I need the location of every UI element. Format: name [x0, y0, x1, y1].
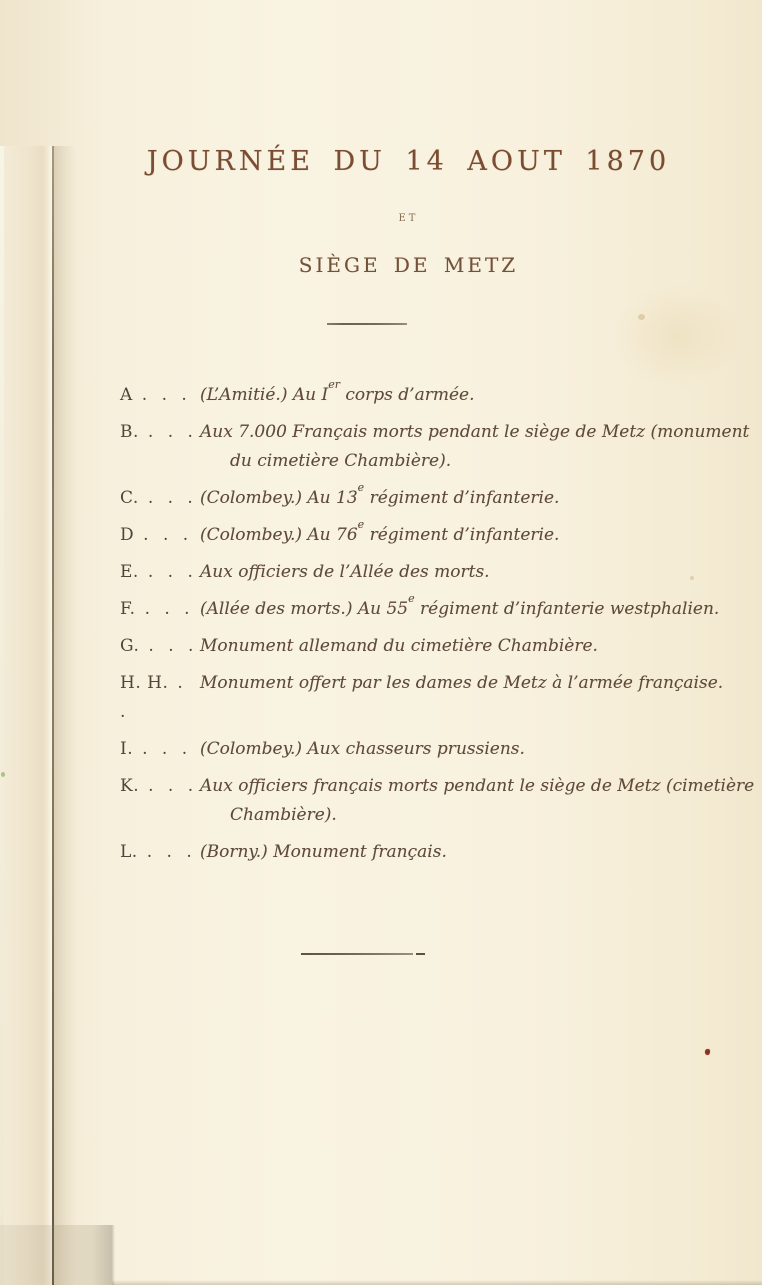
- list-item-C: [120, 481, 762, 513]
- superscript: e: [357, 481, 365, 495]
- list-item-G: [120, 632, 762, 661]
- green-edge-speck: [1, 772, 5, 777]
- item-letter: [120, 838, 200, 867]
- item-text: (Colombey.) Aux chasseurs prussiens.: [200, 739, 525, 759]
- item-text: Aux 7.000 Français morts pendant le siège de Metz (monument du cimetière Chambière).: [200, 422, 750, 471]
- item-dots: . . .: [143, 525, 189, 545]
- item-letter: [120, 521, 200, 550]
- list-item-H: [120, 669, 762, 727]
- item-letter: [120, 418, 200, 476]
- item-text: (L’Amitié.) Au Ier corps d’armée.: [200, 378, 475, 405]
- divider-top: [327, 323, 407, 325]
- divider-bottom-line: [301, 953, 413, 955]
- item-dots: . . .: [148, 636, 194, 656]
- red-ink-speck: [705, 1049, 710, 1055]
- item-letter: [120, 632, 200, 661]
- item-text: Aux officiers de l’Allée des morts.: [200, 562, 490, 582]
- item-dots: . . .: [146, 842, 193, 862]
- item-dots: . . .: [142, 739, 188, 759]
- item-letter-text: L.: [120, 842, 138, 862]
- item-letter: [120, 595, 200, 624]
- item-letter: [120, 669, 200, 727]
- superscript: e: [408, 592, 415, 606]
- item-text: (Colombey.) Au 13e régiment d’infanterie.: [200, 481, 560, 508]
- connector-label: ET: [398, 213, 419, 224]
- list-item-B: [120, 418, 762, 476]
- list-item-L: [120, 838, 762, 867]
- list-item-K: [120, 772, 762, 830]
- item-letter-text: I.: [120, 739, 134, 759]
- list-item-E: [120, 558, 762, 587]
- list-item-F: [120, 592, 762, 624]
- scanned-page: [55, 146, 762, 955]
- item-text: Monument allemand du cimetière Chambière.: [200, 636, 598, 656]
- superscript: e: [357, 518, 365, 532]
- page-fold-zone: [0, 146, 52, 1285]
- item-letter-text: K.: [120, 776, 140, 796]
- item-dots: . . .: [144, 599, 191, 619]
- item-dots: . . .: [141, 385, 188, 405]
- item-letter-text: E.: [120, 562, 139, 582]
- list-item-I: [120, 735, 762, 764]
- superscript: er: [328, 378, 340, 392]
- item-letter-text: F.: [120, 599, 136, 619]
- item-letter: [120, 735, 200, 764]
- item-text: Monument offert par les dames de Metz à l’armée française.: [200, 673, 724, 693]
- divider-bottom: [301, 953, 762, 955]
- item-letter: [120, 484, 200, 513]
- item-letter-text: A: [120, 385, 133, 405]
- item-letter-text: H. H.: [120, 673, 169, 693]
- item-letter: [120, 381, 200, 410]
- item-dots: . . .: [147, 488, 194, 508]
- monument-list: [120, 378, 762, 867]
- item-letter: [120, 558, 200, 587]
- item-text: Aux officiers français morts pendant le siège de Metz (cimetière Chambière).: [200, 776, 755, 825]
- list-item-D: [120, 518, 762, 550]
- bottom-scan-edge-shadow: [112, 1280, 762, 1285]
- scan-left-edge: [0, 146, 4, 1285]
- bottom-left-page-curl: [0, 1225, 115, 1285]
- page-title: JOURNÉE DU 14 AOUT 1870: [146, 146, 671, 177]
- item-dots: . . .: [147, 562, 194, 582]
- item-text: (Borny.) Monument français.: [200, 842, 447, 862]
- item-letter-text: D: [120, 525, 135, 545]
- page-subtitle: SIÈGE DE METZ: [298, 253, 519, 277]
- item-letter-text: B.: [120, 422, 139, 442]
- item-letter-text: G.: [120, 636, 140, 656]
- item-letter-text: C.: [120, 488, 139, 508]
- divider-bottom-dash: [416, 953, 425, 955]
- list-item-A: [120, 378, 762, 410]
- item-letter: [120, 772, 200, 830]
- item-text: (Colombey.) Au 76e régiment d’infanterie.: [200, 518, 560, 545]
- item-text: (Allée des morts.) Au 55e régiment d’infanterie westphalien.: [200, 592, 720, 619]
- item-dots: . .: [120, 673, 184, 722]
- item-dots: . . .: [147, 422, 194, 442]
- item-dots: . . .: [148, 776, 194, 796]
